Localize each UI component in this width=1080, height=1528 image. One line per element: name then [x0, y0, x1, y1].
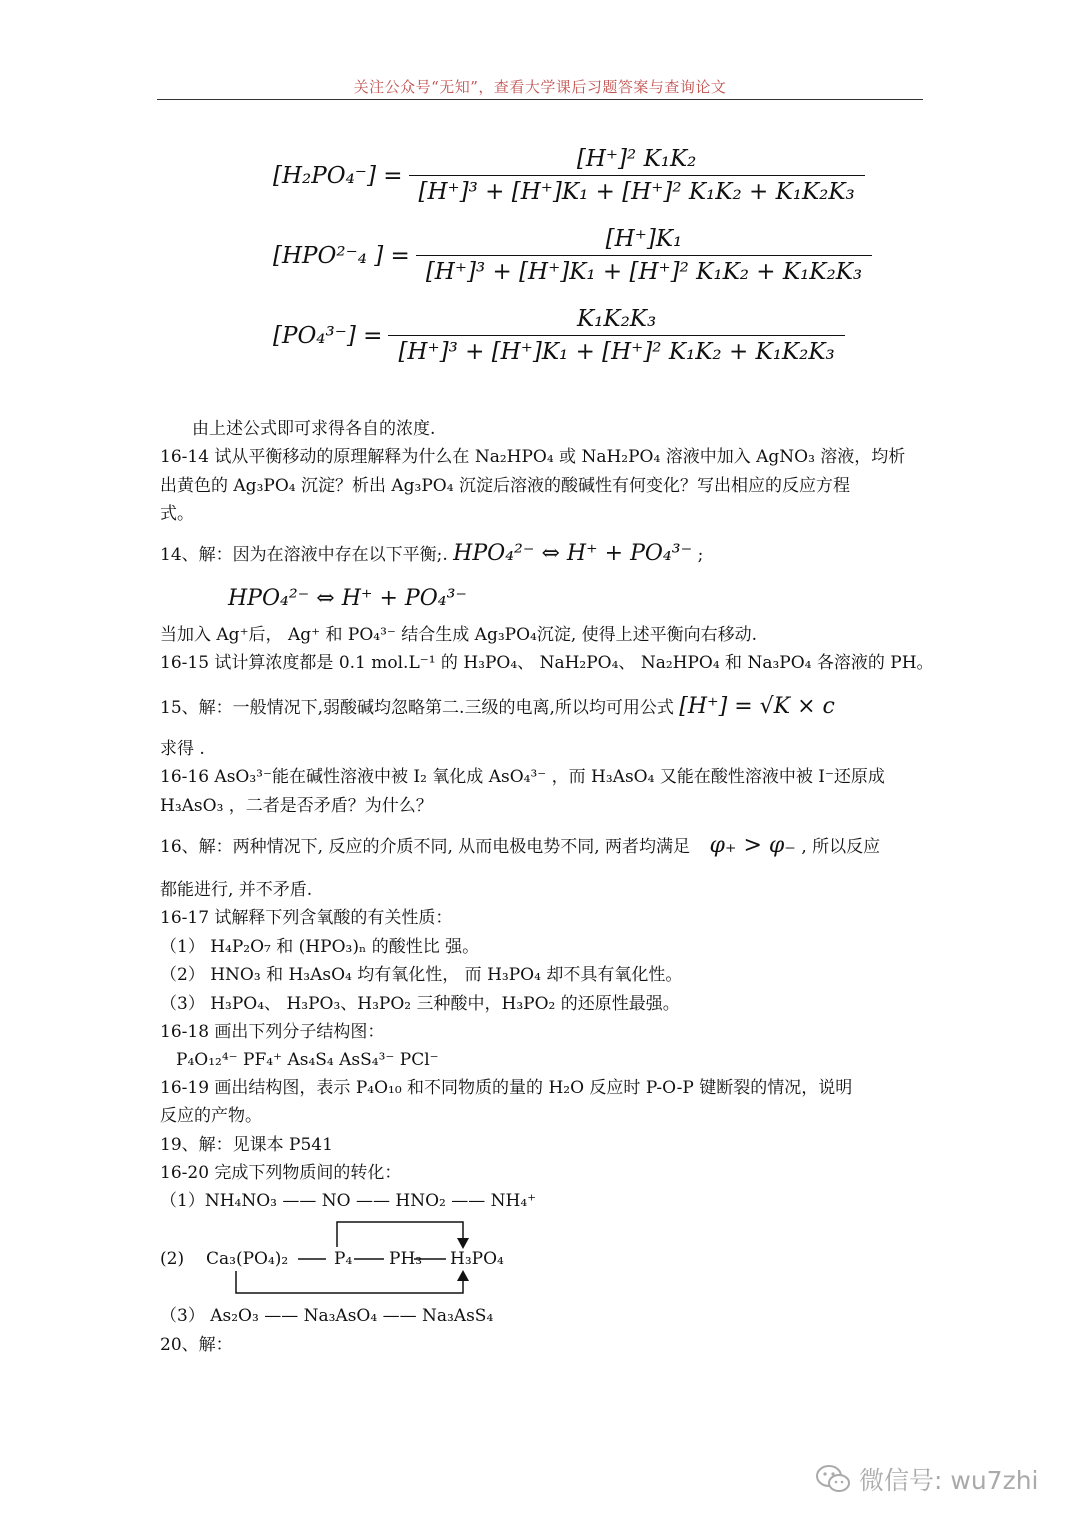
answer-16-line-2: 都能进行, 并不矛盾.: [160, 880, 313, 900]
denominator: [H⁺]³ + [H⁺]K₁ + [H⁺]² K₁K₂ + K₁K₂K₃: [418, 179, 855, 205]
answer-15-text: 15、解：一般情况下,弱酸碱均忽略第二.三级的电离,所以均可用公式: [160, 698, 674, 718]
numerator: [H⁺]K₁: [605, 226, 683, 252]
text-line-1: 由上述公式即可求得各自的浓度.: [192, 419, 436, 439]
equation-lhs: [HPO²⁻₄ ] =: [273, 242, 410, 269]
answer-20: 20、解：: [160, 1335, 233, 1355]
question-16-14-line-2: 出黄色的 Ag₃PO₄ 沉淀？析出 Ag₃PO₄ 沉淀后溶液的酸碱性有何变化？写出相应的反应方程: [160, 476, 850, 496]
answer-15-line-2: 求得 .: [160, 739, 205, 759]
question-16-19-line-2: 反应的产物。: [160, 1106, 262, 1126]
answer-16-tail: , 所以反应: [801, 837, 881, 857]
answer-14-line-2: 当加入 Ag⁺后， Ag⁺ 和 PO₄³⁻ 结合生成 Ag₃PO₄沉淀, 使得上述平衡向右移动.: [160, 625, 758, 645]
equilibrium-formula-2: HPO₄²⁻ ⇔ H⁺ + PO₄³⁻: [228, 586, 468, 611]
potential-comparison: φ₊ > φ₋: [709, 833, 796, 858]
question-16-14-line-1: 16-14 试从平衡移动的原理解释为什么在 Na₂HPO₄ 或 NaH₂PO₄ 溶液中加入 AgNO₃ 溶液，均析: [160, 447, 906, 467]
conversion-1: （1）NH₄NO₃ —— NO —— HNO₂ —— NH₄⁺: [160, 1191, 537, 1211]
question-16-14-line-3: 式。: [160, 504, 194, 524]
node-ca3po42: Ca₃(PO₄)₂: [206, 1249, 289, 1269]
denominator: [H⁺]³ + [H⁺]K₁ + [H⁺]² K₁K₂ + K₁K₂K₃: [425, 259, 863, 285]
question-16-18: 16-18 画出下列分子结构图：: [160, 1022, 385, 1042]
node-ph3: PH₃: [389, 1249, 423, 1269]
question-16-17-item-2: （2） HNO₃ 和 H₃AsO₄ 均有氧化性， 而 H₃PO₄ 却不具有氧化性。: [160, 965, 683, 985]
answer-14-text: 14、解：因为在溶液中存在以下平衡;.: [160, 545, 448, 565]
node-p4: P₄: [334, 1249, 353, 1269]
link-ca-h3po4-bottom: [236, 1271, 463, 1293]
answer-19: 19、解：见课本 P541: [160, 1135, 333, 1155]
conversion-3: （3） As₂O₃ —— Na₃AsO₄ —— Na₃AsS₄: [160, 1306, 494, 1326]
question-16-17: 16-17 试解释下列含氧酸的有关性质：: [160, 908, 453, 928]
arrowhead-down: [457, 1238, 469, 1249]
h-concentration-formula: [H⁺] = √K × c: [679, 694, 835, 719]
question-16-17-item-3: （3） H₃PO₄、 H₃PO₃、H₃PO₂ 三种酸中，H₃PO₂ 的还原性最强。: [160, 994, 680, 1014]
arrowhead-up: [457, 1270, 469, 1281]
question-16-18-species: P₄O₁₂⁴⁻ PF₄⁺ As₄S₄ AsS₄³⁻ PCl⁻: [176, 1050, 439, 1070]
node-h3po4: H₃PO₄: [450, 1249, 504, 1269]
equilibrium-formula: HPO₄²⁻ ⇔ H⁺ + PO₄³⁻: [453, 541, 693, 566]
answer-16-text: 16、解：两种情况下, 反应的介质不同, 从而电极电势不同, 两者均满足: [160, 837, 691, 857]
question-16-20: 16-20 完成下列物质间的转化：: [160, 1163, 402, 1183]
question-16-16-line-2: H₃AsO₃ ，二者是否矛盾？为什么？: [160, 796, 433, 816]
denominator: [H⁺]³ + [H⁺]K₁ + [H⁺]² K₁K₂ + K₁K₂K₃: [398, 339, 835, 365]
conversion-2-label: (2): [160, 1249, 185, 1269]
question-16-17-item-1: （1） H₄P₂O₇ 和 (HPO₃)ₙ 的酸性比 强。: [160, 937, 480, 957]
question-16-16-line-1: 16-16 AsO₃³⁻能在碱性溶液中被 I₂ 氧化成 AsO₄³⁻ ，而 H₃AsO₄ 又能在酸性溶液中被 I⁻还原成: [160, 767, 885, 787]
numerator: [H⁺]² K₁K₂: [576, 146, 697, 172]
wechat-icon: [815, 1464, 851, 1494]
header-banner: 关注公众号“无知”，查看大学课后习题答案与查询论文: [353, 78, 727, 96]
watermark: [815, 1461, 1038, 1497]
numerator: K₁K₂K₃: [576, 306, 657, 332]
watermark-text: 微信号: wu7zhi: [859, 1466, 1039, 1495]
semicolon: ;: [697, 545, 704, 565]
equation-lhs: [H₂PO₄⁻] =: [273, 162, 403, 189]
link-p4-h3po4-top: [337, 1222, 463, 1247]
question-16-15: 16-15 试计算浓度都是 0.1 mol.L⁻¹ 的 H₃PO₄、 NaH₂PO₄、 Na₂HPO₄ 和 Na₃PO₄ 各溶液的 PH。: [160, 653, 934, 673]
question-16-19-line-1: 16-19 画出结构图，表示 P₄O₁₀ 和不同物质的量的 H₂O 反应时 P-O-P 键断裂的情况，说明: [160, 1078, 853, 1098]
equation-lhs: [PO₄³⁻] =: [273, 322, 383, 349]
